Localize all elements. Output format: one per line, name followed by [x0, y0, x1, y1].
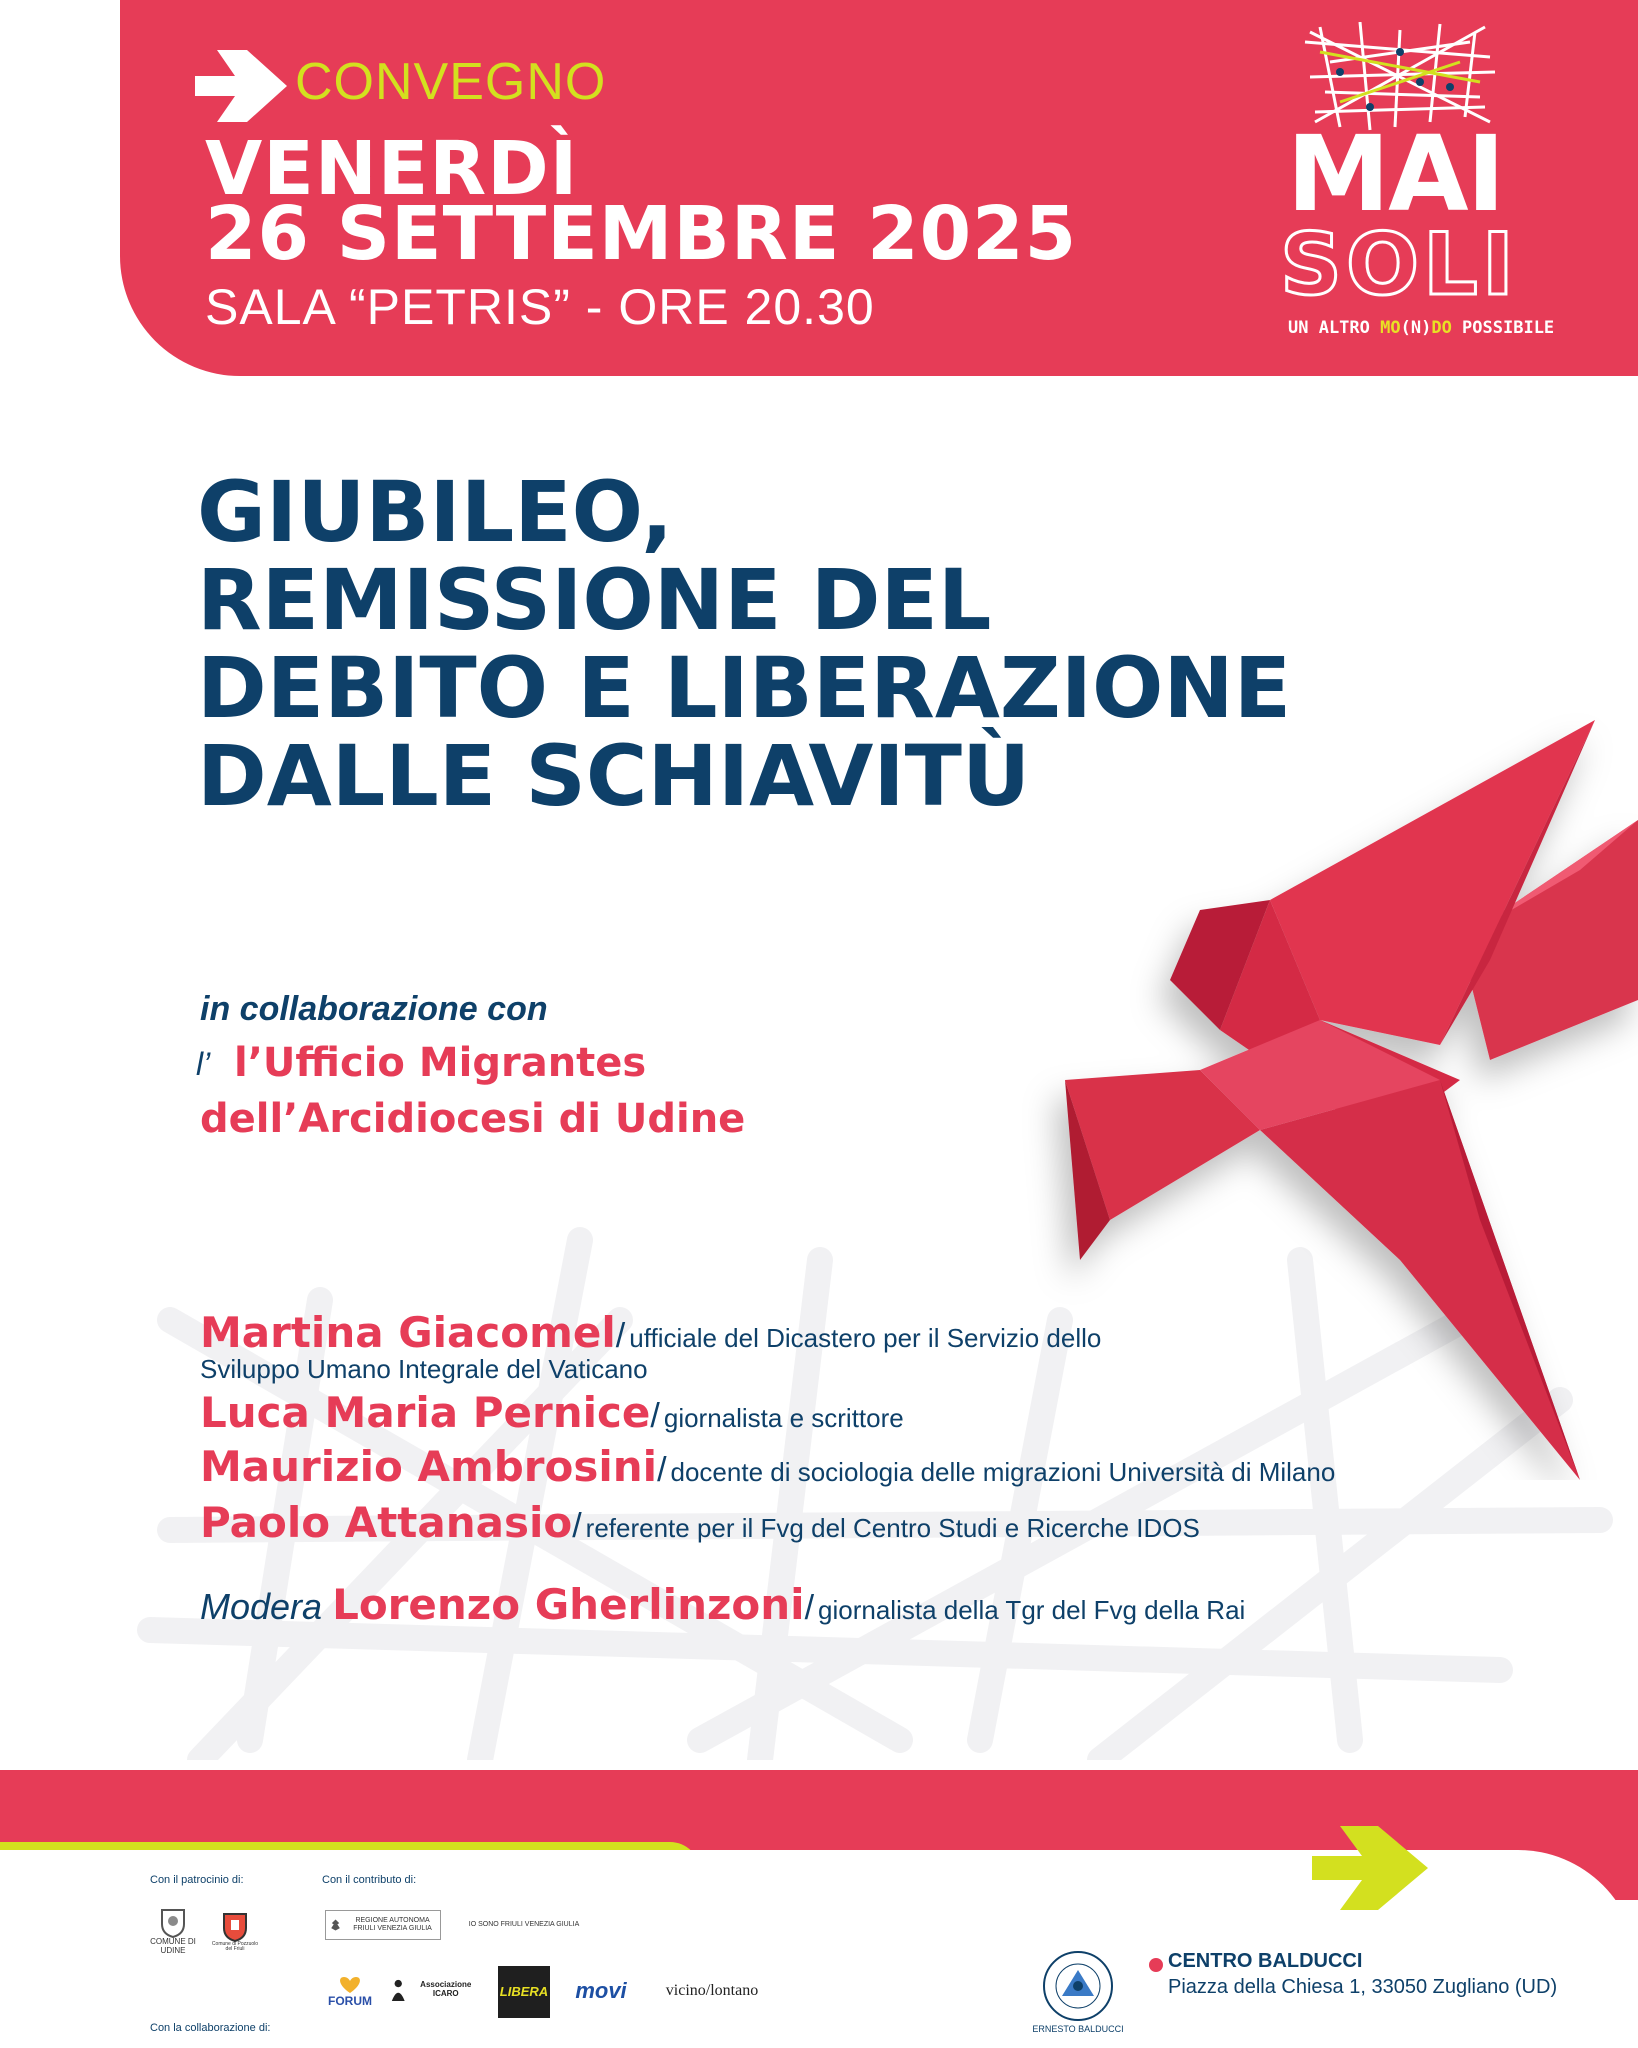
speaker-name: Paolo Attanasio: [200, 1498, 573, 1547]
organizer-name: CENTRO BALDUCCI: [1168, 1950, 1363, 1972]
vicino-lontano-logo: [664, 1978, 760, 2004]
speaker-role: ufficiale del Dicastero per il Servizio dello: [629, 1323, 1102, 1353]
patron-name: COMUNE DI UDINE: [150, 1937, 196, 1955]
collaboration-intro: in collaborazione con: [200, 990, 548, 1028]
collaboration-partner-line1: l’Ufficio Migrantes: [234, 1040, 647, 1086]
io-sono-fvg-logo: [464, 1914, 584, 1936]
contribution-label: Con il contributo di:: [322, 1874, 417, 1886]
separator: /: [657, 1451, 667, 1489]
speaker-entry: [200, 1388, 904, 1437]
collaborator-name: FORUM: [328, 1994, 372, 2009]
event-day: VENERDÌ: [205, 126, 579, 212]
collaboration-partner-line2: dell’Arcidiocesi di Udine: [200, 1096, 746, 1142]
speaker-entry: [200, 1442, 1335, 1491]
event-type-label: CONVEGNO: [295, 53, 607, 111]
icaro-logo: [390, 1966, 482, 2014]
organizer-address: Piazza della Chiesa 1, 33050 Zugliano (UD): [1168, 1976, 1558, 1998]
title-line: REMISSIONE DEL: [197, 551, 992, 649]
separator: /: [572, 1507, 582, 1545]
eagle-icon: [330, 1914, 341, 1936]
heart-icon: [336, 1975, 364, 1995]
moderator-name: Lorenzo Gherlinzoni: [332, 1580, 805, 1629]
regione-fvg-logo: [325, 1910, 441, 1940]
moderator-role: giornalista della Tgr del Fvg della Rai: [818, 1595, 1246, 1625]
figure-icon: [390, 1978, 406, 2002]
speaker-entry: [200, 1308, 1101, 1357]
arrow-right-icon: [195, 50, 287, 122]
mai-soli-logo: [1280, 22, 1555, 338]
collaborator-name: movi: [575, 1977, 627, 2003]
logo-tagline: UN ALTRO MO(N)DO POSSIBILE: [1288, 318, 1555, 338]
speaker-role-continuation: Sviluppo Umano Integrale del Vaticano: [200, 1354, 648, 1384]
separator: /: [650, 1397, 660, 1435]
event-venue-time: SALA “PETRIS” - ORE 20.30: [205, 279, 875, 335]
forum-logo: [322, 1966, 378, 2018]
speaker-role: giornalista e scrittore: [663, 1403, 904, 1433]
patron-name: Comune di Pozzuolo del Friuli: [211, 1940, 259, 1952]
patronage-label: Con il patrocinio di:: [150, 1874, 244, 1886]
speaker-name: Luca Maria Pernice: [200, 1388, 651, 1437]
logo-word-mai: MAI: [1286, 113, 1504, 235]
speaker-role: docente di sociologia delle migrazioni Università di Milano: [670, 1457, 1336, 1487]
seal-caption: ERNESTO BALDUCCI: [1032, 2024, 1124, 2034]
collaborator-name: Associazione ICARO: [420, 1980, 472, 1998]
comune-pozzuolo-logo: [210, 1902, 260, 1962]
arrow-right-icon: [1312, 1826, 1428, 1910]
libera-logo: [498, 1966, 550, 2018]
speaker-role: referente per il Fvg del Centro Studi e Ricerche IDOS: [585, 1513, 1200, 1543]
contributor-name: REGIONE AUTONOMA FRIULI VENEZIA GIULIA: [353, 1917, 432, 1932]
title-line: DALLE SCHIAVITÙ: [197, 727, 1031, 825]
speaker-name: Maurizio Ambrosini: [200, 1442, 658, 1491]
separator: /: [804, 1589, 815, 1627]
event-date: 26 SETTEMBRE 2025: [205, 191, 1078, 277]
origami-dove-icon: [1020, 700, 1638, 1480]
speaker-name: Martina Giacomel: [200, 1308, 616, 1357]
moderator-label: Modera: [200, 1586, 323, 1627]
collaboration-label: Con la collaborazione di:: [150, 2022, 271, 2034]
contributor-name: IO SONO FRIULI VENEZIA GIULIA: [468, 1921, 580, 1929]
collaboration-prefix: l’: [196, 1046, 211, 1082]
title-line: GIUBILEO,: [197, 463, 674, 561]
crest-icon: [222, 1912, 248, 1942]
seal-icon: [1022, 1940, 1134, 2040]
separator: /: [615, 1317, 626, 1355]
collaborator-name: LIBERA: [499, 1983, 549, 1999]
comune-udine-logo: [148, 1902, 198, 1962]
speaker-entry: [200, 1498, 1200, 1547]
title-line: DEBITO E LIBERAZIONE: [197, 639, 1292, 737]
movi-logo: [566, 1976, 636, 2006]
collaborator-name: vicino/lontano: [665, 1982, 759, 2000]
crest-icon: [160, 1908, 186, 1938]
moderator-entry: [200, 1580, 1245, 1629]
logo-word-soli: SOLI: [1280, 215, 1518, 315]
bullet-dot-icon: [1149, 1958, 1163, 1972]
